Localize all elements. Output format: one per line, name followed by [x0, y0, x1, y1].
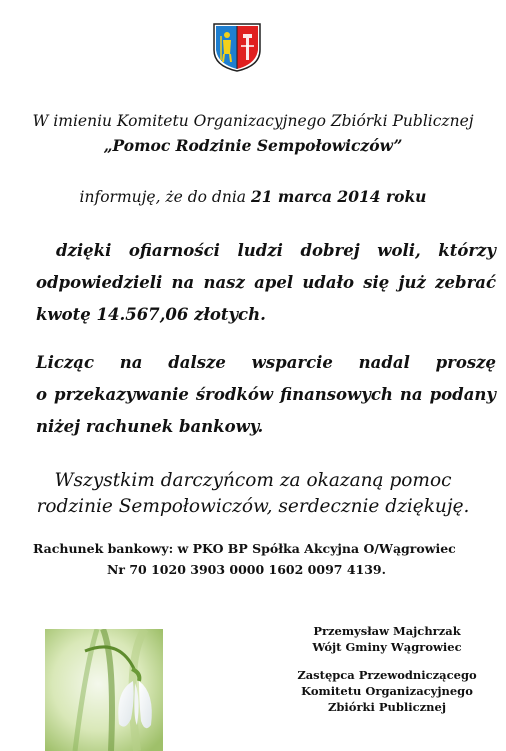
org-committee-line: W imieniu Komitetu Organizacyjnego Zbiórki Publicznej: [32, 112, 474, 130]
paragraph-line: niżej rachunek bankowy.: [36, 417, 264, 436]
inform-date: 21 marca 2014 roku: [250, 187, 427, 206]
paragraph-line: Licząc na dalsze wsparcie nadal proszę: [36, 353, 496, 372]
role-line: Komitetu Organizacyjnego: [301, 684, 473, 698]
support-paragraph: [36, 347, 496, 443]
bank-account-number: Nr 70 1020 3903 0000 1602 0097 4139.: [107, 562, 386, 577]
committee-role-block: [282, 667, 492, 715]
role-line: Zbiórki Publicznej: [327, 700, 447, 714]
bank-account-label: Rachunek bankowy: w PKO BP Spółka Akcyjna O/Wągrowiec: [33, 541, 456, 556]
paragraph-line: odpowiedzieli na nasz apel udało się już zebrać: [36, 273, 496, 292]
signature-block: [282, 623, 492, 655]
thanks-line: Wszystkim darczyńcom za okazaną pomoc: [54, 470, 452, 491]
inform-prefix: informuję, że do dnia: [79, 188, 251, 206]
coat-of-arms-icon: [212, 22, 262, 72]
signer-title: Wójt Gminy Wągrowiec: [312, 640, 462, 654]
inform-line: [0, 187, 506, 206]
role-line: Zastępca Przewodniczącego: [297, 668, 477, 682]
collection-title: „Pomoc Rodzinie Sempołowiczów”: [103, 136, 403, 155]
paragraph-line: kwotę 14.567,06 złotych.: [36, 305, 266, 324]
signer-name: Przemysław Majchrzak: [313, 624, 461, 638]
thanks-line: rodzinie Sempołowiczów, serdecznie dziękuję.: [36, 496, 470, 517]
paragraph-line: dzięki ofiarności ludzi dobrej woli, którzy: [56, 241, 496, 260]
snowdrop-flower-photo: [45, 629, 163, 751]
paragraph-line: o przekazywanie środków finansowych na podany: [36, 385, 496, 404]
donation-paragraph: [36, 235, 496, 331]
